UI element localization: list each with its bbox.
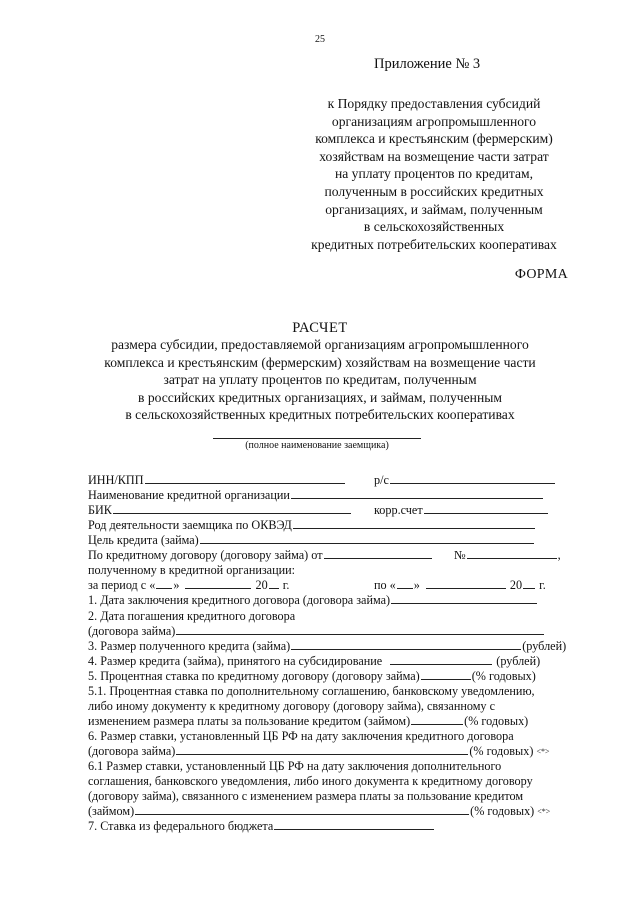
percent-unit: (% годовых) [470,804,535,818]
percent-unit: (% годовых) [469,744,534,758]
item-6-label: 6. Размер ставки, установленный ЦБ РФ на дату заключения кредитного договора [88,729,514,743]
item-5-1-row [88,714,528,729]
inn-kpp-label: ИНН/КПП [88,473,144,487]
appendix-subtitle-line: организациях, и займам, полученным [325,201,543,217]
contract-number-field[interactable] [467,549,557,559]
appendix-subtitle-line: комплекса и крестьянским (фермерским) [315,131,553,147]
item-3-field[interactable] [291,640,521,650]
description-line: затрат на уплату процентов по кредитам, полученным [163,372,477,388]
description-line: в российских кредитных организациях, и займам, полученным [138,389,502,405]
okved-field[interactable] [293,519,535,529]
item-6-1-row [88,804,550,819]
contract-date-field[interactable] [324,549,432,559]
number-sign: № [454,548,466,562]
inn-kpp-field[interactable] [145,474,345,484]
appendix-subtitle-line: в сельскохозяйственных [363,219,505,235]
appendix-subtitle-line: хозяйствам на возмещение части затрат [319,148,549,164]
item-2-label-cont: (договора займа) [88,624,176,638]
period-to-label: по « [374,578,396,592]
borrower-name-field[interactable] [213,438,421,439]
item-4-field[interactable] [390,655,492,665]
description-line: в сельскохозяйственных кредитных потребительских кооперативах [125,407,515,423]
item-6-row [88,744,549,759]
bank-name-label: Наименование кредитной организации [88,488,290,502]
year-prefix: 20 [255,578,268,592]
footnote-mark: <*> [536,747,550,756]
year-suffix: г. [539,578,546,592]
appendix-subtitle-line: полученным в российских кредитных [324,183,544,199]
contract-from-label: По кредитному договору (договору займа) от [88,548,323,562]
item-3-label: 3. Размер полученного кредита (займа) [88,639,291,653]
rs-field[interactable] [390,474,555,484]
bik-field[interactable] [113,504,351,514]
borrower-name-caption: (полное наименование заемщика) [245,440,389,451]
item-2-row [88,624,545,639]
bank-name-field[interactable] [291,489,543,499]
percent-unit: (% годовых) [471,669,536,683]
corr-account-field[interactable] [424,504,548,514]
item-5-1-label-cont: либо иному документу к кредитному договору (договору займа), связанному с [88,699,495,713]
inn-kpp-row [88,473,346,488]
contract-row [88,548,433,563]
year-suffix: г. [282,578,290,592]
appendix-subtitle-line: организациям агропромышленного [331,113,537,129]
bank-name-row [88,488,544,503]
item-1-row [88,593,538,608]
appendix-subtitle-line: к Порядку предоставления субсидий [327,96,541,111]
bik-label: БИК [88,503,112,517]
rubles-unit: (рублей) [496,654,541,668]
item-5-1-label: 5.1. Процентная ставка по дополнительному соглашению, банковскому уведомлению, [88,684,535,698]
corr-account-label: корр.счет [374,503,423,517]
appendix-subtitle-line: кредитных потребительских кооперативах [311,236,557,252]
item-4-label: 4. Размер кредита (займа), принятого на субсидирование [88,654,383,668]
period-to-row [374,578,546,593]
quote-close: » [413,578,420,592]
item-1-field[interactable] [391,594,537,604]
item-5-row [88,669,536,684]
item-6-label-cont: (договора займа) [88,744,176,758]
year-prefix: 20 [509,578,523,592]
appendix-subtitle [300,95,568,253]
period-from-day-field[interactable] [156,579,172,589]
bik-row [88,503,352,518]
item-4-row [88,654,540,669]
period-from-label: за период с « [88,578,156,592]
appendix-subtitle-line: на уплату процентов по кредитам, [334,166,534,182]
description-line: комплекса и крестьянским (фермерским) хозяйствам на возмещение части [104,354,536,370]
item-6-field[interactable] [176,745,468,755]
page-number: 25 [315,34,325,45]
period-to-day-field[interactable] [397,579,413,589]
item-5-label: 5. Процентная ставка по кредитному договору (договору займа) [88,669,420,683]
rs-row [374,473,556,488]
loan-purpose-row [88,533,535,548]
corr-account-row [374,503,549,518]
item-6-1-label-cont: соглашения, банковского уведомления, либо иного документа к кредитному договору [88,774,533,788]
percent-unit: (% годовых) [464,714,529,728]
item-5-field[interactable] [421,670,471,680]
obtained-in-label: полученному в кредитной организации: [88,563,296,577]
document-title: РАСЧЕТ [292,320,348,336]
period-from-year-field[interactable] [269,579,279,589]
rubles-unit: (рублей) [522,639,567,653]
rs-label: р/с [374,473,389,487]
okved-label: Род деятельности заемщика по ОКВЭД [88,518,292,532]
item-6-1-label-cont2: (договору займа), связанного с изменением размера платы за пользование кредитом [88,789,524,803]
period-from-month-field[interactable] [185,579,251,589]
item-7-label: 7. Ставка из федерального бюджета [88,819,274,833]
period-from-row [88,578,289,593]
loan-purpose-field[interactable] [200,534,534,544]
quote-close: » [173,578,180,592]
item-7-field[interactable] [274,820,434,830]
loan-purpose-label: Цель кредита (займа) [88,533,199,547]
contract-number-row: № , [454,548,561,562]
period-to-month-field[interactable] [426,579,506,589]
period-to-year-field[interactable] [523,579,535,589]
item-7-row [88,819,435,834]
description-line: размера субсидии, предоставляемой организациям агропромышленного [111,337,529,352]
okved-row [88,518,536,533]
item-6-1-label: 6.1 Размер ставки, установленный ЦБ РФ на дату заключения дополнительного [88,759,502,773]
item-1-label: 1. Дата заключения кредитного договора (договора займа) [88,593,391,607]
item-3-row [88,639,566,654]
item-6-1-field[interactable] [135,805,469,815]
item-5-1-label-end: изменением размера платы за пользование кредитом (займом) [88,714,411,728]
item-6-1-label-end: (займом) [88,804,135,818]
footnote-mark: <*> [537,807,551,816]
item-5-1-field[interactable] [411,715,463,725]
document-description [60,336,580,424]
item-2-label: 2. Дата погашения кредитного договора [88,609,296,623]
item-2-field[interactable] [176,625,544,635]
form-label: ФОРМА [514,267,568,282]
appendix-title: Приложение № 3 [374,56,481,72]
